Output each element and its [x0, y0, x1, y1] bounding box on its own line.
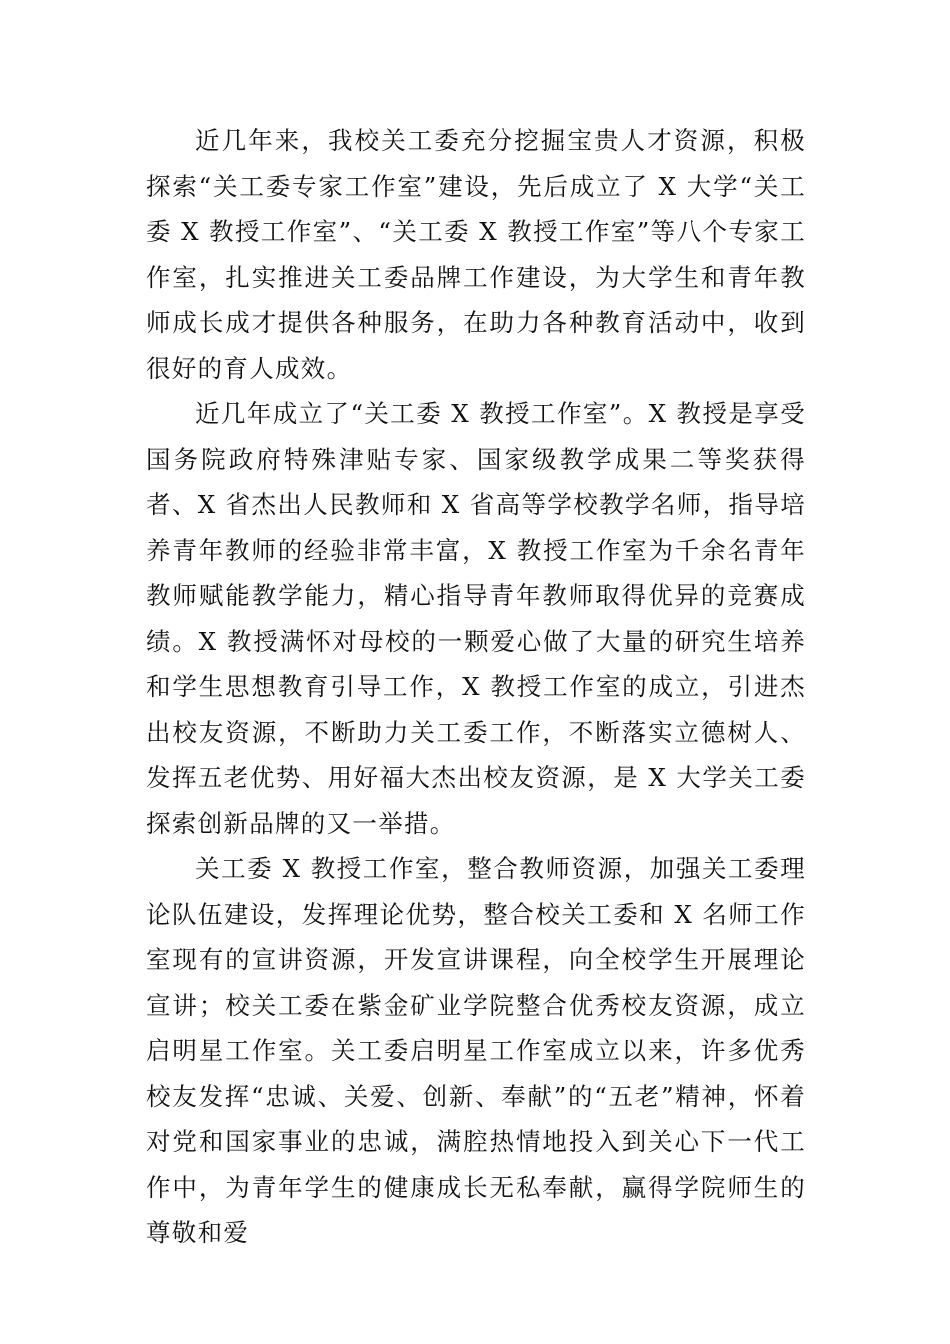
- paragraph-2: 近几年成立了“关工委 X 教授工作室”。X 教授是享受国务院政府特殊津贴专家、国家级教学成果二等奖获得者、X 省杰出人民教师和 X 省高等学校教学名师，指导培养青年教师的经验非常丰富，X 教授工作室为千余名青年教师赋能教学能力，精心指导青年教师取得优异的竞赛成绩。X 教授满怀对母校的一颗爱心做了大量的研究生培养和学生思想教育引导工作，X 教授工作室的成立，引进杰出校友资源，不断助力关工委工作，不断落实立德树人、发挥五老优势、用好福大杰出校友资源，是 X 大学关工委探索创新品牌的又一举措。: [146, 399, 806, 838]
- document-body: [146, 118, 806, 1256]
- paragraph-1: 近几年来，我校关工委充分挖掘宝贵人才资源，积极探索“关工委专家工作室”建设，先后成立了 X 大学“关工委 X 教授工作室”、“关工委 X 教授工作室”等八个专家工作室，扎实推进关工委品牌工作建设，为大学生和青年教师成长成才提供各种服务，在助力各种教育活动中，收到很好的育人成效。: [146, 126, 806, 383]
- paragraph-3: 关工委 X 教授工作室，整合教师资源，加强关工委理论队伍建设，发挥理论优势，整合校关工委和 X 名师工作室现有的宣讲资源，开发宣讲课程，向全校学生开展理论宣讲；校关工委在紫金矿业学院整合优秀校友资源，成立启明星工作室。关工委启明星工作室成立以来，许多优秀校友发挥“忠诚、关爱、创新、奉献”的“五老”精神，怀着对党和国家事业的忠诚，满腔热情地投入到关心下一代工作中，为青年学生的健康成长无私奉献，赢得学院师生的尊敬和爱: [146, 854, 806, 1247]
